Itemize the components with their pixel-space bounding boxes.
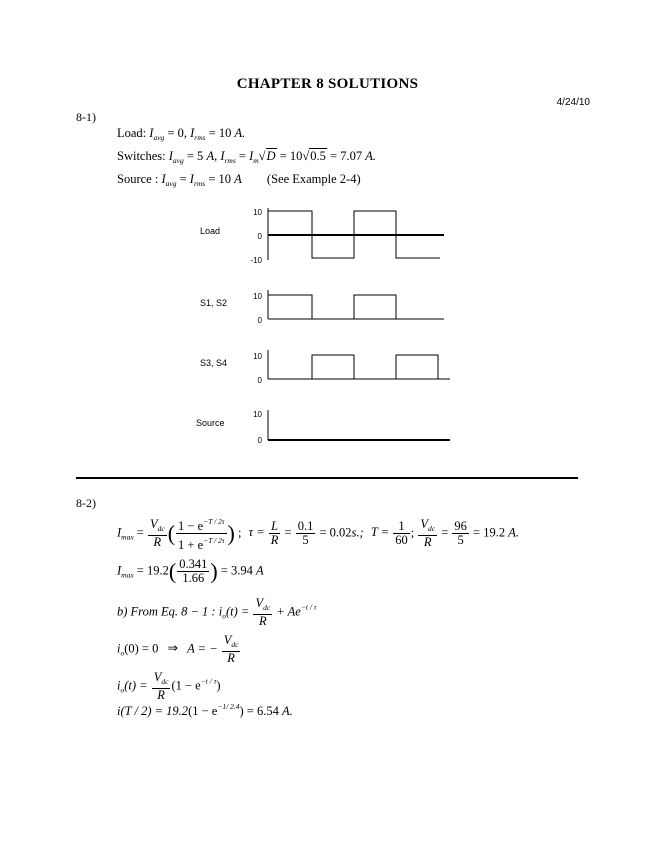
load-irms: = 10	[208, 126, 232, 140]
date-stamp: 4/24/10	[556, 97, 590, 108]
eq6-i-half-period: $i(T / 2) = 19.2(1 - e^{-1/ 2.4}) = 6.54$ A.	[117, 702, 293, 718]
s3s4-tick-10: 10	[253, 352, 262, 361]
switches-line: Switches: $I_{avg} = 5$ A, $I_{rms} = I_m√D = 10√0.5 = 7.07$ A.	[117, 149, 376, 165]
load-label: Load:	[117, 126, 147, 140]
eq2-imax-value: $I_{max} = 19.2$( $\frac{0.341}{1.66}$ ) = 3.94 A	[117, 557, 264, 585]
waveform-label-source: Source	[196, 418, 225, 428]
s3s4-tick-0: 0	[257, 376, 262, 385]
switches-unit1: A,	[206, 149, 218, 163]
switches-result: = 7.07	[330, 149, 363, 163]
source-tick-10: 10	[253, 410, 262, 419]
eq1-imax-line: $I_{max}$ = $\frac{V_{dc}}{R}$ ( $\frac{1 - e^{-T / 2\tau}}{1 + e^{-T / 2\tau}}$ ) ; τ = $\frac{L}{R}$ = $\frac{0.1}{5}$ = 0.02s.; T = $\frac{1}{60}$ ; $\frac{V_{dc}}{R}$ = $\frac{96}{5}$ = 19.2 A.	[117, 517, 519, 552]
s1s2-tick-10: 10	[253, 292, 262, 301]
eq5-io-solution: $i_o(t)$ = $\frac{V_{dc}}{R}$ $(1 - e^{-t / \tau})$	[117, 670, 221, 702]
source-tick-0: 0	[257, 436, 262, 445]
eq4-initial-condition: $i_o(0) = 0$ ⇒ A = − $\frac{V_{dc}}{R}$	[117, 633, 239, 665]
switches-unit2: A.	[365, 149, 376, 163]
switches-iavg: = 5	[186, 149, 204, 163]
load-tick-10: 10	[253, 208, 262, 217]
problem-8-2-number: 8-2)	[76, 496, 96, 510]
load-iavg: = 0,	[167, 126, 187, 140]
page-title: CHAPTER 8 SOLUTIONS	[236, 76, 419, 92]
switches-sqrt-d: D	[266, 149, 276, 163]
switches-eq2: = 10	[279, 149, 303, 163]
source-label: Source :	[117, 172, 159, 186]
switches-label: Switches:	[117, 149, 166, 163]
load-tick-0: 0	[257, 232, 262, 241]
switches-sqrt-05: 0.5	[310, 149, 326, 163]
waveform-diagram	[190, 200, 460, 450]
load-line: Load: $I_{avg} = 0$, $I_{rms} = 10$ A.	[117, 126, 246, 142]
source-irms: = 10	[208, 172, 232, 186]
source-line: Source : $I_{avg} = I_{rms} = 10$ A (See Example 2-4)	[117, 172, 361, 188]
source-note: (See Example 2-4)	[266, 172, 361, 186]
s3s4-pulse-2	[396, 355, 438, 379]
waveform-label-s3s4: S3, S4	[200, 358, 228, 368]
source-iavg: =	[179, 172, 187, 186]
eq3-from-eq81: b) From Eq. 8 − 1 : $i_o(t)$ = $\frac{V_{dc}}{R}$ + $Ae^{-t / \tau}$	[117, 596, 317, 628]
load-unit: A.	[234, 126, 246, 140]
s1s2-tick-0: 0	[257, 316, 262, 325]
switches-irms-eq: =	[238, 149, 246, 163]
load-tick-neg10: -10	[250, 256, 262, 265]
source-unit: A	[234, 172, 242, 186]
waveform-label-load: Load	[200, 226, 221, 236]
waveform-label-s1s2: S1, S2	[200, 298, 228, 308]
section-divider	[76, 477, 578, 479]
problem-8-1-number: 8-1)	[76, 110, 96, 124]
s3s4-pulse-1	[312, 355, 354, 379]
s1s2-waveform	[268, 295, 396, 319]
